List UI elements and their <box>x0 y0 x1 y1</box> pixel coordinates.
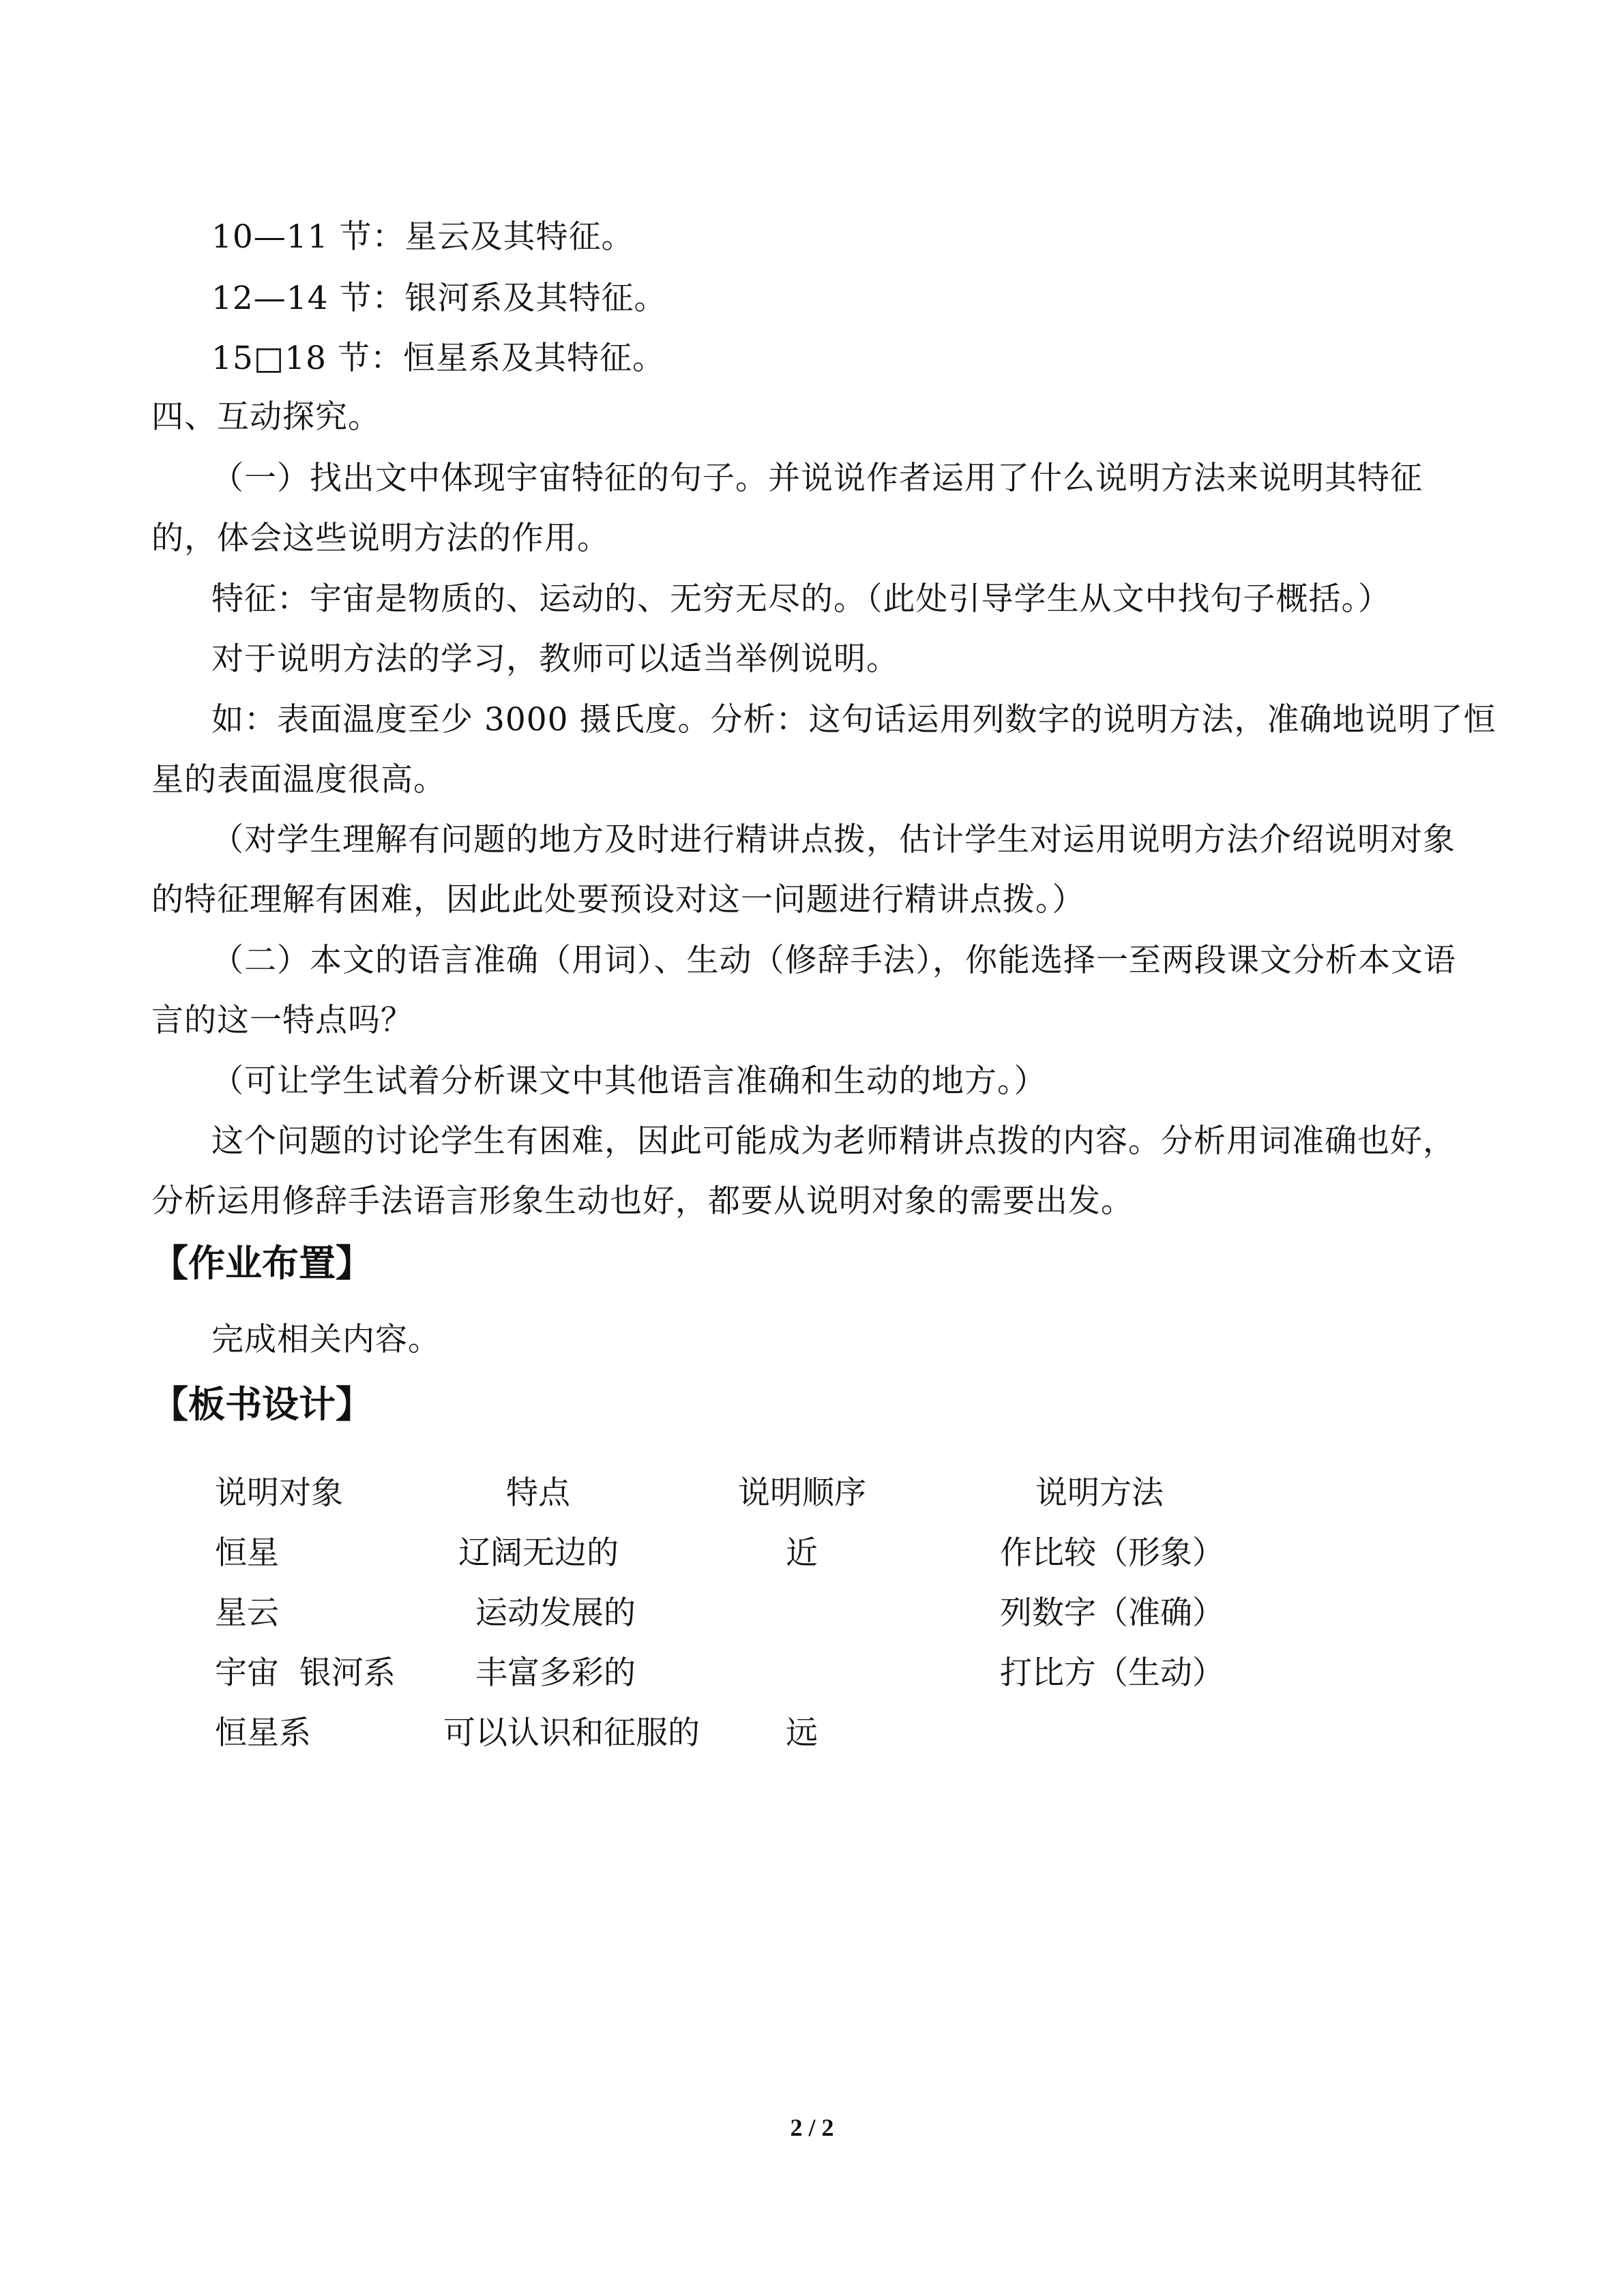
board-header: 说明方法 <box>1035 1474 1164 1512</box>
board-header: 说明对象 <box>215 1474 343 1512</box>
board-cell: 宇宙 银河系 <box>215 1654 396 1692</box>
board-cell: 作比较（形象） <box>1000 1534 1224 1572</box>
outline-item: 10—11 节：星云及其特征。 <box>211 218 634 256</box>
paragraph-line: （一）找出文中体现宇宙特征的句子。并说说作者运用了什么说明方法来说明其特征 <box>211 460 1423 497</box>
paragraph-line: 的特征理解有困难，因此此处要预设对这一问题进行精讲点拨。） <box>151 881 1085 919</box>
board-cell: 运动发展的 <box>475 1594 636 1632</box>
board-cell: 列数字（准确） <box>1000 1594 1224 1632</box>
board-cell: 星云 <box>215 1594 279 1632</box>
board-cell: 打比方（生动） <box>1000 1654 1224 1692</box>
paragraph-line: 的，体会这些说明方法的作用。 <box>151 520 610 557</box>
paragraph-line: （对学生理解有问题的地方及时进行精讲点拨，估计学生对运用说明方法介绍说明对象 <box>211 821 1456 859</box>
paragraph-line: 如：表面温度至少 3000 摄氏度。分析：这句话运用列数字的说明方法，准确地说明了恒 <box>211 701 1496 739</box>
board-cell: 可以认识和征服的 <box>443 1714 700 1752</box>
board-header: 特点 <box>506 1474 570 1512</box>
homework-content: 完成相关内容。 <box>211 1321 441 1358</box>
paragraph-line: 对于说明方法的学习，教师可以适当举例说明。 <box>211 640 899 678</box>
paragraph-line: 分析运用修辞手法语言形象生动也好，都要从说明对象的需要出发。 <box>151 1182 1134 1220</box>
board-heading: 【板书设计】 <box>151 1383 372 1426</box>
board-cell: 辽阔无边的 <box>458 1534 619 1572</box>
paragraph-line: 言的这一特点吗？ <box>151 1002 413 1039</box>
paragraph-line: 特征：宇宙是物质的、运动的、无穷无尽的。（此处引导学生从文中找句子概括。） <box>211 580 1391 618</box>
board-cell: 远 <box>786 1714 818 1752</box>
board-cell: 丰富多彩的 <box>475 1654 636 1692</box>
page-number: 2 / 2 <box>790 2114 834 2141</box>
outline-item: 12—14 节：银河系及其特征。 <box>211 280 667 317</box>
board-cell: 恒星系 <box>215 1714 311 1752</box>
section-title: 四、互动探究。 <box>151 398 381 436</box>
paragraph-line: （可让学生试着分析课文中其他语言准确和生动的地方。） <box>211 1062 1047 1100</box>
paragraph-line: 这个问题的讨论学生有困难，因此可能成为老师精讲点拨的内容。分析用词准确也好， <box>211 1122 1456 1160</box>
board-cell: 近 <box>786 1534 818 1572</box>
homework-heading: 【作业布置】 <box>151 1242 372 1285</box>
outline-item: 15□18 节：恒星系及其特征。 <box>211 340 665 377</box>
board-header: 说明顺序 <box>738 1474 866 1512</box>
board-cell: 恒星 <box>215 1534 279 1572</box>
paragraph-line: （二）本文的语言准确（用词）、生动（修辞手法），你能选择一至两段课文分析本文语 <box>211 942 1456 979</box>
paragraph-line: 星的表面温度很高。 <box>151 761 446 799</box>
